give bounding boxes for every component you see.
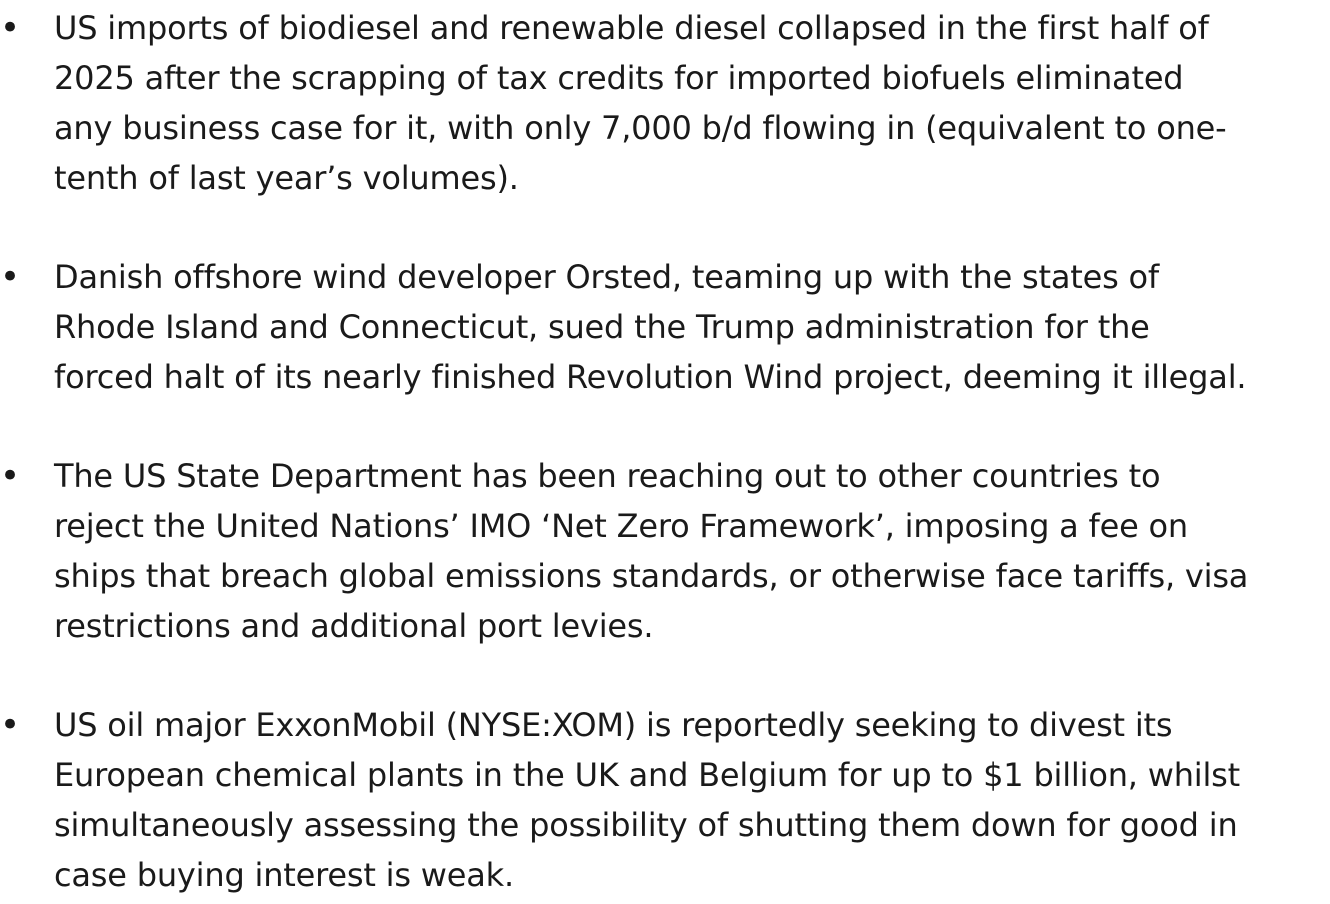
bullet-text-line: any business case for it, with only 7,000 b/d flowing in (equivalent to one- (54, 109, 1227, 147)
bullet-text-line: Rhode Island and Connecticut, sued the Trump administration for the (54, 308, 1150, 346)
bullet-marker: • (0, 257, 21, 297)
bullet-text-line: case buying interest is weak. (54, 856, 514, 894)
bullet-marker: • (0, 456, 21, 496)
bullet-text-line: The US State Department has been reaching out to other countries to (54, 457, 1161, 495)
bullet-text-line: US imports of biodiesel and renewable diesel collapsed in the first half of (54, 9, 1209, 47)
bullet-text-line: European chemical plants in the UK and Belgium for up to $1 billion, whilst (54, 756, 1240, 794)
bullet-text-line: Danish offshore wind developer Orsted, teaming up with the states of (54, 258, 1159, 296)
bullet-marker: • (0, 705, 21, 745)
bullet-text-line: 2025 after the scrapping of tax credits for imported biofuels eliminated (54, 59, 1184, 97)
bullet-text-line: simultaneously assessing the possibility of shutting them down for good in (54, 806, 1238, 844)
bullet-marker: • (0, 8, 21, 48)
bullet-text-line: ships that breach global emissions standards, or otherwise face tariffs, visa (54, 557, 1249, 595)
bullet-text-line: restrictions and additional port levies. (54, 607, 654, 645)
bullet-text-line: forced halt of its nearly finished Revolution Wind project, deeming it illegal. (54, 358, 1247, 396)
bullet-text-line: tenth of last year’s volumes). (54, 159, 519, 197)
bullet-text-line: US oil major ExxonMobil (NYSE:XOM) is reportedly seeking to divest its (54, 706, 1173, 744)
bullet-text-line: reject the United Nations’ IMO ‘Net Zero Framework’, imposing a fee on (54, 507, 1189, 545)
